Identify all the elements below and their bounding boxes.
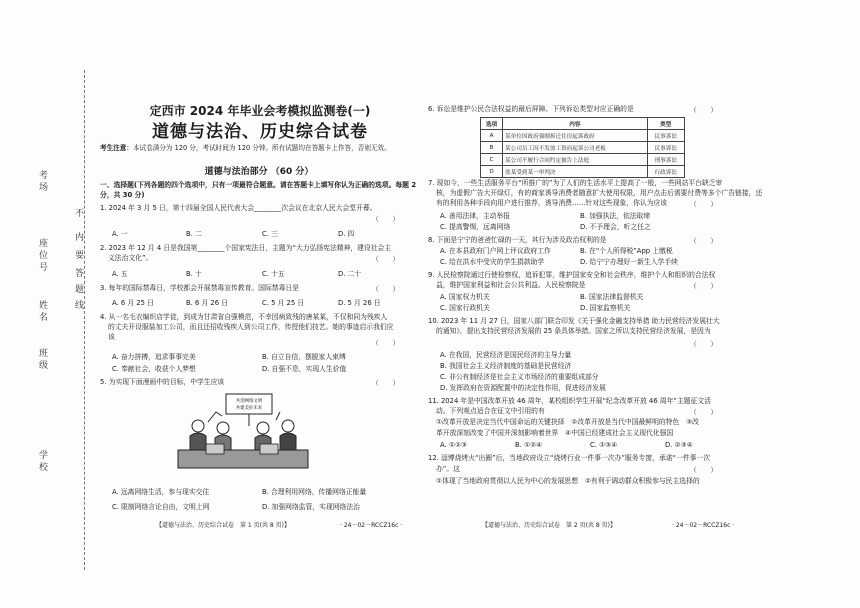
q3-option-b: B. 6 月 26 日 (186, 299, 229, 307)
table-cell: 张某受到某一审判决 (503, 166, 647, 178)
question-7-line-1: 7. 现如今，一些生活服务平台“所推广的”为了人们的生活水平上提高了一般，一些网站平台缺乏审 (428, 179, 723, 187)
binding-label-school: 学校 (37, 450, 47, 474)
table-cell: D (481, 166, 503, 178)
question-6: 6. 诉讼是维护公民合法权益的最后屏障。下列诉讼类型对应正确的是 (428, 105, 634, 113)
table-header-row (481, 118, 685, 130)
binding-note-inner: 内 (73, 232, 83, 244)
binding-note-answer: 答 (73, 268, 83, 280)
exam-notice (100, 143, 418, 153)
notice-label: 考生注意： (100, 144, 133, 152)
answer-paren: （ ） (690, 408, 718, 416)
binding-note-need: 要 (73, 250, 83, 262)
binding-margin (0, 0, 95, 608)
q6-table (480, 117, 685, 178)
q11-option-c: C. ①③④ (590, 441, 618, 449)
question-1: 1. 2024 年 3 月 5 日，第十四届全国人民代表大会________次会议在北京人民大会堂开幕。 (100, 204, 377, 212)
binding-note-not: 不 (73, 208, 83, 220)
exam-title: 定西市 2024 年毕业会考模拟监测卷(一) (149, 104, 371, 118)
question-7-line-3: 有的利用各种手段向用户进行推荐，诱导消费……针对这些现象，你认为应该 (436, 199, 668, 207)
q10-option-b: B. 我国社会主义经济制度的基础是民营经济 (440, 362, 572, 370)
question-2-line-1: 2. 2023 年 12 月 4 日是我国第________个国家宪法日，主题为“大力弘扬宪法精神，建设社会主 (100, 244, 392, 252)
table-row (481, 142, 685, 154)
cartoon-desk (178, 450, 308, 468)
answer-paren: （ ） (372, 285, 400, 293)
binding-note-question: 题 (73, 284, 83, 296)
q10-option-c: C. 非公有制经济是社会主义市场经济的重要组成部分 (440, 373, 599, 381)
question-3: 3. 每年的国际禁毒日，学校都会开展禁毒宣传教育。国际禁毒日是 (100, 284, 299, 292)
table-row (481, 166, 685, 178)
question-9-line-2: 益，维护国家利益和社会公共利益。人民检察院是 (436, 281, 586, 289)
q5-option-d: D. 加强网络监管，实现网络法治 (262, 503, 360, 511)
binding-label-class: 班级 (37, 348, 47, 372)
q9-option-b: B. 国家法律监督机关 (580, 293, 644, 301)
q5-option-c: C. 限制网络言论自由，文明上网 (112, 503, 210, 511)
question-4-line-3: 该 (108, 333, 115, 341)
table-cell: 某公司不履行合同约定被告上法庭 (503, 154, 647, 166)
table-cell: 刑事诉讼 (647, 154, 684, 166)
answer-paren: （ ） (690, 106, 718, 114)
exam-subject-title: 道德与法治、历史综合试卷 (152, 122, 368, 142)
q5-option-a: A. 远离网络生活，参与现实交往 (112, 488, 210, 496)
table-cell: 民事诉讼 (647, 142, 684, 154)
table-cell: 某公司员工因不发放工资而起诉公司老板 (503, 142, 647, 154)
q5-option-b: B. 合理利用网络，传播网络正能量 (262, 488, 367, 496)
cartoon-laptop (206, 444, 224, 454)
q4-option-c: C. 奉献社会，收获个人梦想 (112, 365, 196, 373)
question-10-line-2: 的通知》，提出支持民营经济发展的 25 条具体举措。国家之所以支持民营经济发展，是因为 (436, 327, 711, 335)
answer-paren: （ ） (690, 282, 718, 290)
question-8: 8. 下面是宁宁的爸爸忙碌的一天，其行为涉及政治权利的是 (428, 236, 607, 244)
q9-option-d: D. 国家监察机关 (580, 304, 631, 312)
q7-option-b: B. 加强执法，依法取缔 (580, 212, 651, 220)
table-cell: B (481, 142, 503, 154)
q1-option-c: C. 三 (262, 230, 278, 238)
table-cell: 行政诉讼 (647, 166, 684, 178)
binding-label-exam-room: 考场 (37, 170, 47, 194)
question-7-line-2: 核，为虚假广告大开绿灯，有的商家诱导消费者随意扩大使用权限，用户点击后需要付费等多个广告链接，还 (436, 189, 763, 197)
table-header: 内容 (503, 118, 647, 130)
cartoon-sign-text-2: 共建美好未来 (235, 406, 263, 411)
q9-option-c: C. 国家行政机关 (440, 304, 490, 312)
q1-option-a: A. 一 (112, 230, 128, 238)
q3-option-c: C. 5 月 25 日 (262, 299, 305, 307)
binding-dashed-line (84, 70, 85, 570)
question-11-line-3: ①改革开放是决定当代中国命运的关键抉择 ②改革开放是当代中国最鲜明的特色 ③改 (436, 418, 699, 426)
q11-option-d: D. ②③④ (665, 441, 693, 449)
answer-paren: （ ） (690, 200, 718, 208)
q4-option-d: D. 自强不息，实现人生价值 (262, 365, 347, 373)
right-footer: 【道德与法治、历史综合试卷 第 2 页(共 8 页)】 (482, 522, 616, 529)
question-9-line-1: 9. 人民检察院通过行使检察权，追诉犯罪，维护国家安全和社会秩序，维护个人和组织的合法权 (428, 271, 716, 279)
q10-option-a: A. 在我国，民营经济是国民经济的主导力量 (440, 351, 572, 359)
question-11-line-1: 11. 2024 年是中国改革开放 46 周年，某校组织学生开展“纪念改革开放 46 周年”主题征文活 (428, 397, 711, 405)
question-4-line-2: 的丈夫开设服装加工公司，而且还招收残疾人到公司工作，传授他们技艺。她的事迹启示我们应 (108, 323, 394, 331)
answer-paren: （ ） (372, 379, 400, 387)
question-11-line-2: 动。下列观点适合在征文中引用的有 (436, 407, 545, 415)
q4-option-b: B. 自立自信，摆脱家人束缚 (262, 353, 346, 361)
q8-option-a: A. 在本县政府门户网上评议政府工作 (440, 247, 551, 255)
q2-option-a: A. 五 (112, 270, 128, 278)
q8-option-c: C. 给在洪水中受灾的学生捐款助学 (440, 258, 545, 266)
answer-paren: （ ） (690, 466, 718, 474)
answer-paren: （ ） (372, 215, 400, 223)
question-11-line-4: 革开放深刻改变了中国并深刻影响着世界 ④中国已经建成社会主义现代化强国 (436, 429, 674, 437)
right-footer-code: · 24－02－RCCZ16c · (672, 522, 735, 529)
section-heading: 一、选择题(下列各题的四个选项中，只有一项最符合题意。请在答题卡上填写你认为正确的选项。每题 2 分，共 30 分) (100, 181, 417, 199)
cartoon-sign-board (226, 394, 272, 414)
q7-option-c: C. 提高警惕，远离网络 (440, 223, 511, 231)
answer-paren: （ ） (690, 340, 718, 348)
cartoon-illustration (168, 392, 318, 470)
question-12-line-3: ①体现了当地政府贯彻以人民为中心的发展思想 ②有利于调动群众积极参与民主选择的 (436, 477, 700, 485)
answer-paren: （ ） (372, 255, 400, 263)
question-2-line-2: 义法治文化”。 (108, 254, 153, 262)
q2-option-b: B. 十 (186, 270, 202, 278)
q3-option-a: A. 6 月 25 日 (112, 299, 154, 307)
q3-option-d: D. 5 月 26 日 (338, 299, 381, 307)
q2-option-c: C. 十五 (262, 270, 285, 278)
q4-option-a: A. 奋力拼搏，追求事事完美 (112, 353, 196, 361)
table-cell: C (481, 154, 503, 166)
binding-label-seat: 座位号 (37, 238, 47, 274)
q9-option-a: A. 国家权力机关 (440, 293, 490, 301)
q8-option-b: B. 在“个人所得税”App 上缴税 (580, 247, 673, 255)
table-cell: A (481, 130, 503, 142)
cartoon-sign-text-1: 共创网络文明 (235, 399, 263, 404)
table-header: 类型 (647, 118, 684, 130)
binding-label-name: 姓名 (37, 300, 47, 324)
q1-option-d: D. 四 (338, 230, 355, 238)
table-header: 选项 (481, 118, 503, 130)
q7-option-d: D. 不予理会，听之任之 (580, 223, 651, 231)
table-row (481, 130, 685, 142)
question-12-line-2: 办”。这 (436, 465, 460, 473)
question-10-line-1: 10. 2023 年 11 月 27 日，国家八部门联合印发《关于强化金融支持举措 助力民营经济发展壮大 (428, 317, 720, 325)
q10-option-d: D. 发挥政府在资源配置中的决定性作用，促进经济发展 (440, 384, 606, 392)
table-row (481, 154, 685, 166)
answer-paren: （ ） (690, 237, 718, 245)
q2-option-d: D. 二十 (338, 270, 362, 278)
q8-option-d: D. 给宁宁办理好一新生入学手续 (580, 258, 678, 266)
question-5: 5. 为实现下面漫画中的目标，中学生应该 (100, 378, 225, 386)
q1-option-b: B. 二 (186, 230, 202, 238)
answer-paren: （ ） (372, 339, 400, 347)
binding-note-line: 线 (73, 300, 83, 312)
notice-text: 本试卷满分为 120 分，考试时间为 120 分钟。所有试题均在答题卡上作答，否则无效。 (132, 144, 391, 152)
table-cell: 民事诉讼 (647, 130, 684, 142)
part-heading: 道德与法治部分 （60 分） (204, 167, 314, 177)
question-4-line-1: 4. 从一名毛衣编织店学徒，到成为甘肃省自强模范，不幸因病致残的唐某某，不仅和同为残疾人 (100, 313, 388, 321)
table-cell: 某单位因政府强制拆迁住房起诉政府 (503, 130, 647, 142)
question-12-line-1: 12. 淄博烧烤火“出圈”后，当地政府设立“烧烤行业一件事一次办”服务专窗，承诺“一件事一次 (428, 454, 711, 462)
left-footer: 【道德与法治、历史综合试卷 第 1 页(共 8 页)】 (156, 522, 290, 529)
left-footer-code: · 24－02－RCCZ16c · (340, 522, 403, 529)
q11-option-b: B. ①②④ (515, 441, 543, 449)
cartoon-laptop (260, 444, 278, 454)
q11-option-a: A. ①②③ (440, 441, 468, 449)
q7-option-a: A. 善用法律，主动举报 (440, 212, 511, 220)
